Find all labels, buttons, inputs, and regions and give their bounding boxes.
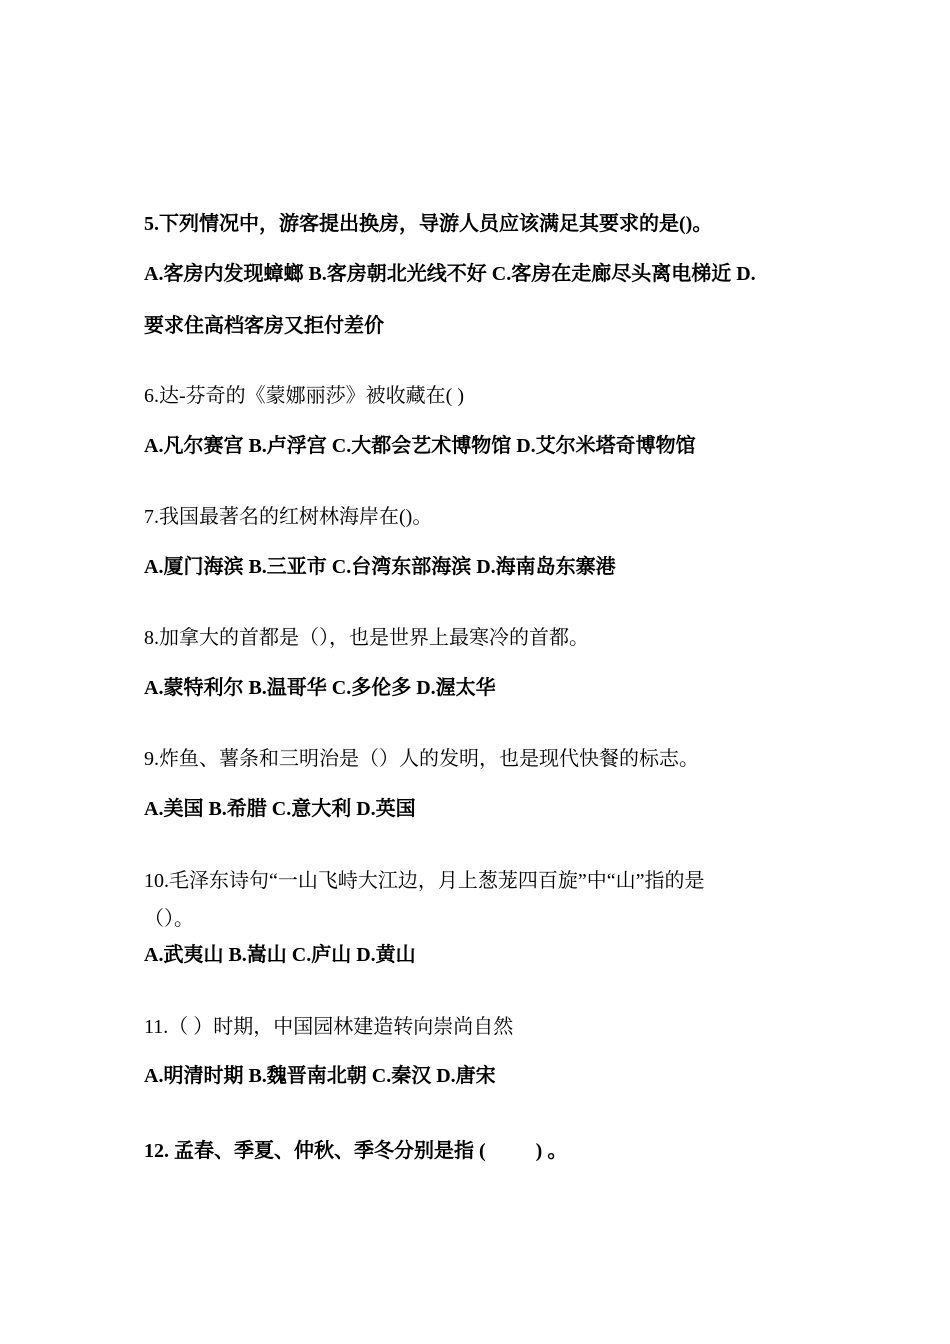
question-5-options-line-2: 要求住高档客房又拒付差价 — [144, 315, 384, 337]
question-10-stem-line-1: 10.毛泽东诗句“一山飞峙大江边，月上葱茏四百旋”中“山”指的是 — [144, 870, 705, 892]
question-5-stem: 5.下列情况中，游客提出换房，导游人员应该满足其要求的是()。 — [144, 213, 713, 235]
question-7-options: A.厦门海滨 B.三亚市 C.台湾东部海滨 D.海南岛东寨港 — [144, 556, 616, 578]
question-11-options: A.明清时期 B.魏晋南北朝 C.秦汉 D.唐宋 — [144, 1065, 496, 1087]
question-6-options: A.凡尔赛宫 B.卢浮宫 C.大都会艺术博物馆 D.艾尔米塔奇博物馆 — [144, 435, 696, 457]
question-12-stem: 12. 孟春、季夏、仲秋、季冬分别是指 ( ) 。 — [144, 1140, 568, 1162]
question-10-stem-line-2: （）。 — [144, 908, 194, 930]
question-11-stem: 11.（ ）时期，中国园林建造转向崇尚自然 — [144, 1016, 514, 1038]
question-8-options: A.蒙特利尔 B.温哥华 C.多伦多 D.渥太华 — [144, 677, 496, 699]
question-10-options: A.武夷山 B.嵩山 C.庐山 D.黄山 — [144, 944, 416, 966]
question-5-options-line-1: A.客房内发现蟑螂 B.客房朝北光线不好 C.客房在走廊尽头离电梯近 D. — [144, 263, 756, 285]
question-9-stem: 9.炸鱼、薯条和三明治是（）人的发明，也是现代快餐的标志。 — [144, 748, 699, 770]
question-8-stem: 8.加拿大的首都是（），也是世界上最寒冷的首都。 — [144, 627, 589, 649]
question-6-stem: 6.达-芬奇的《蒙娜丽莎》被收藏在( ) — [144, 385, 464, 407]
question-9-options: A.美国 B.希腊 C.意大利 D.英国 — [144, 798, 416, 820]
question-7-stem: 7.我国最著名的红树林海岸在()。 — [144, 506, 433, 528]
